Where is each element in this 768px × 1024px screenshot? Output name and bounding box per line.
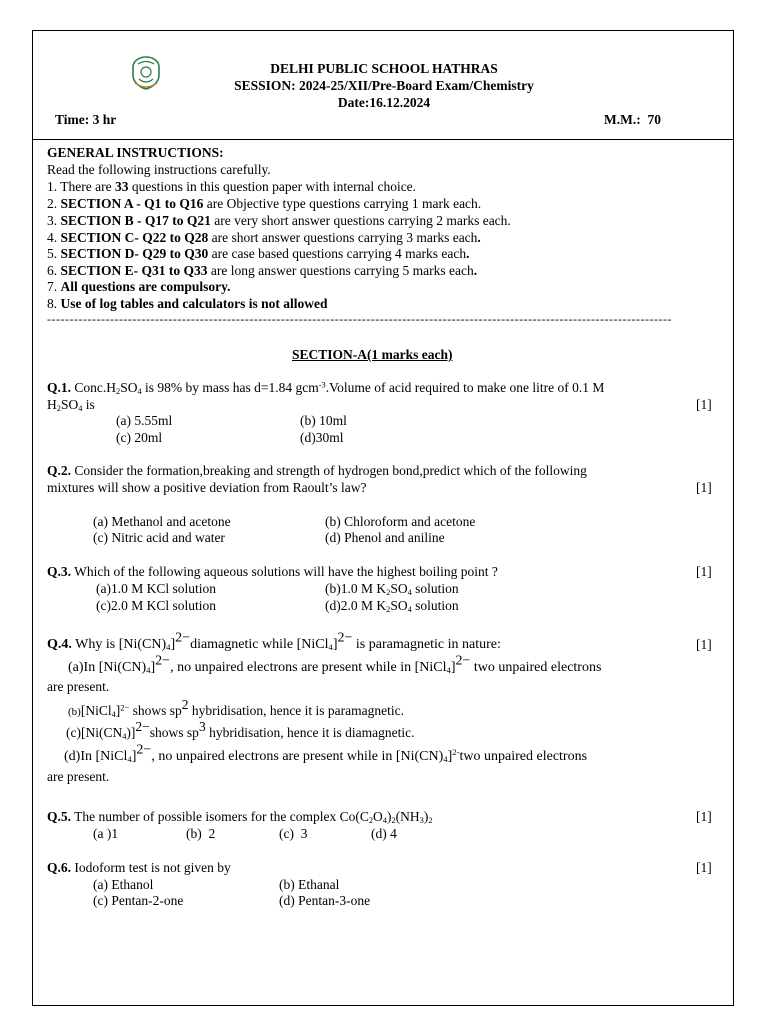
q6-option-b: (b) Ethanal xyxy=(279,877,340,892)
q1-option-c: (c) 20ml xyxy=(116,430,163,445)
q6-marks: [1] xyxy=(696,860,712,875)
q4-marks: [1] xyxy=(696,637,712,652)
instruction-1: 1. There are 33 questions in this question paper with internal choice. xyxy=(47,179,417,194)
section-a-title: SECTION-A(1 marks each) xyxy=(292,347,453,362)
q3-option-c: (c)2.0 M KCl solution xyxy=(96,598,216,613)
q4-option-d: (d)In [NiCl$_4$]2−, no unpaired electrons are present while in $[Ni(CN)_4]^{2-}two$ unpaired electrons xyxy=(64,742,588,765)
q6-line1: Q.6. Iodoform test is not given by xyxy=(47,860,231,875)
q5-option-b: (b) 2 xyxy=(186,826,216,841)
q6-option-a: (a) Ethanol xyxy=(93,877,154,892)
q4-option-b: (b)[NiCl$_4$]$^{2-}$ shows sp2 hybridisation, hence it is paramagnetic. xyxy=(68,696,405,720)
q2-marks: [1] xyxy=(696,480,712,495)
school-name: DELHI PUBLIC SCHOOL HATHRAS xyxy=(270,61,498,76)
q3-marks: [1] xyxy=(696,564,712,579)
q1-option-d: (d)30ml xyxy=(300,430,344,445)
instruction-7: 7. All questions are compulsory. xyxy=(47,279,231,294)
q2-line2: mixtures will show a positive deviation from Raoult’s law? xyxy=(47,480,367,495)
instructions-intro: Read the following instructions carefully. xyxy=(47,162,271,177)
instruction-6: 6. SECTION E- Q31 to Q33 are long answer questions carrying 5 marks each. xyxy=(47,263,478,278)
q6-option-c: (c) Pentan-2-one xyxy=(93,893,184,908)
instruction-3: 3. SECTION B - Q17 to Q21 are very short answer questions carrying 2 marks each. xyxy=(47,213,511,228)
q1-marks: [1] xyxy=(696,397,712,412)
time-allowed: Time: 3 hr xyxy=(55,112,117,127)
q1-line1: Q.1. $Conc.H_2SO_4$ is 98% by mass has d=1.84 gcm$^{-3}$.Volume of acid required to make one litre of 0.1 M xyxy=(47,380,605,397)
session-line: SESSION: 2024-25/XII/Pre-Board Exam/Chemistry xyxy=(234,78,534,93)
dashed-divider: ------------------------------------------------------------------------------------------------------------------------------------------- xyxy=(47,312,672,326)
instructions-title: GENERAL INSTRUCTIONS: xyxy=(47,145,224,160)
instruction-8: 8. Use of log tables and calculators is not allowed xyxy=(47,296,328,311)
q1-line2: $H_2SO_4$ is xyxy=(47,397,95,414)
q1-option-a: (a) 5.55ml xyxy=(116,413,173,428)
q2-option-d: (d) Phenol and aniline xyxy=(325,530,445,545)
instruction-2: 2. SECTION A - Q1 to Q16 are Objective type questions carrying 1 mark each. xyxy=(47,196,482,211)
q3-option-a: (a)1.0 M KCl solution xyxy=(96,581,216,596)
q4-option-a-cont: are present. xyxy=(47,679,110,694)
q3-line1: Q.3. Which of the following aqueous solutions will have the highest boiling point ? xyxy=(47,564,498,579)
q4-line1: Q.4. Why is $[Ni(CN)_4]2-diamagnetic$ while [NiCl$_4$]2− is paramagnetic in nature: xyxy=(47,630,501,653)
q5-option-d: (d) 4 xyxy=(371,826,397,841)
instruction-5: 5. SECTION D- Q29 to Q30 are case based questions carrying 4 marks each. xyxy=(47,246,470,261)
q1-option-b: (b) 10ml xyxy=(300,413,347,428)
q4-option-c: $(c)[Ni(CN_4)]2-shows$ sp3 hybridisation, hence it is diamagnetic. xyxy=(66,718,415,742)
q2-line1: Q.2. Consider the formation,breaking and strength of hydrogen bond,predict which of the following xyxy=(47,463,587,478)
q6-option-d: (d) Pentan-3-one xyxy=(279,893,371,908)
q5-option-c: (c) 3 xyxy=(279,826,308,841)
q5-marks: [1] xyxy=(696,809,712,824)
max-marks: M.M.: 70 xyxy=(604,112,661,127)
instruction-4: 4. SECTION C- Q22 to Q28 are short answer questions carrying 3 marks each. xyxy=(47,230,481,245)
q2-option-a: (a) Methanol and acetone xyxy=(93,514,231,529)
q2-option-b: (b) Chloroform and acetone xyxy=(325,514,476,529)
q5-line1: Q.5. The number of possible isomers for the complex $Co(C_2O_4)_2(NH_3)_2$ xyxy=(47,809,433,826)
q4-option-a: (a)In $[Ni(CN)_4]2-$, no unpaired electrons are present while in [NiCl$_4$]2− two unpaired electrons xyxy=(68,653,602,676)
q4-option-d-cont: are present. xyxy=(47,769,110,784)
q2-option-c: (c) Nitric acid and water xyxy=(93,530,225,545)
q5-option-a: (a )1 xyxy=(93,826,119,841)
header-divider xyxy=(33,139,733,140)
exam-date: Date:16.12.2024 xyxy=(337,95,431,110)
q3-option-b: (b)1.0 M $K_2SO_4$ solution xyxy=(325,581,459,598)
q3-option-d: (d)2.0 M $K_2SO_4$ solution xyxy=(325,598,459,615)
